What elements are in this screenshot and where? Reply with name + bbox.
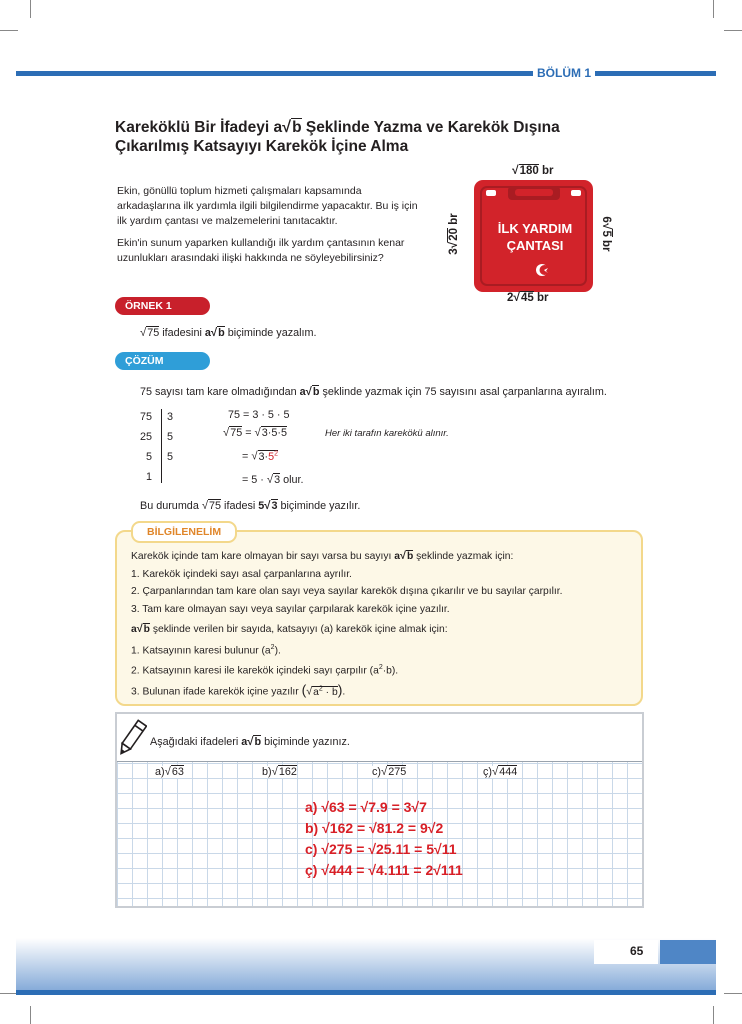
solution-intro: 75 sayısı tam kare olmadığından a√b şeklinde yazmak için 75 sayısını asal çarpanlarına ayıralım. [140,386,607,398]
pencil-icon [117,718,147,763]
info-line: 1. Karekök içindeki sayı asal çarpanlarına ayrılır. [131,568,352,580]
factor-ladder: 75 25 5 1 3 5 5 [139,411,174,483]
kit-left-length: 3√20 br [446,213,460,255]
kit-top-length: √180 br [512,163,554,177]
info-line: 3. Tam kare olmayan sayı veya sayılar çarpılarak karekök içine yazılır. [131,603,450,615]
kit-right-length: 6√5 br [600,216,614,252]
info-line: 3. Bulunan ifade karekök içine yazılır $(√a^2 \cdot b)$. [131,681,346,698]
answer-line: ç) √444 = √4.111 = 2√111 [305,862,463,878]
intro-paragraph-1: Ekin, gönüllü toplum hizmeti çalışmaları kapsamında arkadaşlarına ilk yardımla ilgili bilgilendirme yapacaktır. Bu iş için ilk yardım çantası ve malzemelerini tanıtacaktır. [117,185,418,227]
answer-line: a) √63 = √7.9 = 3√7 [305,799,427,815]
solution-badge: ÇÖZÜM [115,352,210,370]
info-line: Karekök içinde tam kare olmayan bir sayı varsa bu sayıyı a√b şeklinde yazmak için: [131,550,514,562]
answer-line: c) √275 = √25.11 = 5√11 [305,841,457,857]
exercise-item-b: b)√162 [262,766,297,778]
header-line [16,71,716,76]
example-statement: √75 ifadesini a√b biçiminde yazalım. [140,327,317,339]
info-line: 2. Katsayının karesi ile karekök içindeki sayı çarpılır $(a^2\cdot b)$. [131,664,399,677]
equation-1: 75 = 3 · 5 · 5 [228,409,290,421]
chapter-label: BÖLÜM 1 [533,66,595,80]
handwritten-answers [305,797,463,881]
exercise-instruction: Aşağıdaki ifadeleri a√b biçiminde yazınız. [150,736,350,748]
page-number-tab [594,940,658,964]
kit-label-line2: ÇANTASI [506,238,564,253]
kit-label-line1: İLK YARDIM [497,221,573,236]
solution-conclusion: Bu durumda √75 ifadesi 5√3 biçiminde yazılır. [140,500,361,512]
info-line: 2. Çarpanlarından tam kare olan sayı veya sayılar karekök dışına çıkarılır ve bu sayılar çarpılır. [131,586,563,597]
exercise-item-d: ç)√444 [483,766,518,778]
info-badge: BİLGİLENELİM [131,521,237,543]
first-aid-kit-illustration [445,160,625,310]
intro-text [117,184,427,273]
info-line: 1. Katsayının karesi bulunur $(a^2)$. [131,643,281,656]
kit-bottom-length: 2√45 br [507,290,549,304]
page-number: 65 [630,944,644,958]
info-content [131,548,636,701]
page-title: Kareköklü Bir İfadeyi a√b Şeklinde Yazma ve Karekök Dışına Çıkarılmış Katsayıyı Karekök İçine Alma [115,118,560,155]
equation-note: Her iki tarafın karekökü alınır. [325,428,449,439]
equation-2: √75 = √3·5·5 [223,427,287,439]
info-line: a√b şeklinde verilen bir sayıda, katsayıyı (a) karekök içine almak için: [131,623,448,635]
answer-line: b) √162 = √81.2 = 9√2 [305,820,444,836]
intro-paragraph-2: Ekin'in sunum yaparken kullandığı ilk yardım çantasının kenar uzunlukları arasındaki ilişki hakkında ne söyleyebilirsiniz? [117,237,405,264]
equation-4: = 5 · √3 olur. [242,474,304,486]
example-badge: ÖRNEK 1 [115,297,210,315]
exercise-item-a: a)√63 [155,766,184,778]
equation-3: = $√3\cdot 5^2$ [242,450,279,463]
footer-bar [16,990,716,995]
page-number-accent [660,940,716,964]
exercise-item-c: c)√275 [372,766,407,778]
